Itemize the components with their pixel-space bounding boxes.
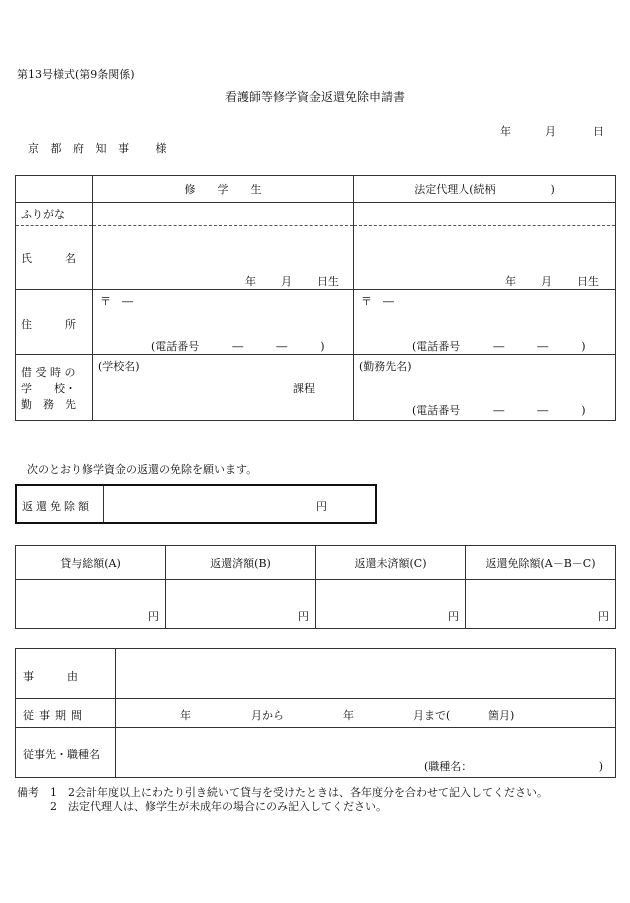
date-year-label: 年 [500,125,511,138]
period-label: 従事期間 [23,709,87,722]
workplace-label-3: 勤 務 先 [21,398,76,411]
total-loan-field[interactable] [16,580,166,629]
period-label-cell [16,699,116,728]
workplace-label-cell [16,355,93,421]
exemption-label: 返還免除額 [22,500,92,513]
guardian-name-field[interactable] [354,226,616,290]
student-address-field[interactable] [93,290,354,355]
reason-label-cell [16,649,116,699]
unpaid-field[interactable] [316,580,466,629]
period-field[interactable] [116,699,616,728]
amount-table [15,545,616,629]
guardian-birth-year: 年 [505,275,516,288]
work-phone: (電話番号 ― ― ) [412,404,586,417]
student-birth-year: 年 [245,275,256,288]
workplace-label-2: 学 校・ [21,382,76,395]
exemption-unit: 円 [316,500,327,513]
request-text: 次のとおり修学資金の返還の免除を願います。 [27,463,258,476]
name-label: 氏 名 [21,252,76,265]
period-year-until: 年 [343,709,354,722]
guardian-work-field[interactable] [354,355,616,421]
guardian-phone: (電話番号 ― ― ) [412,340,586,353]
date-month-label: 月 [545,125,556,138]
course-label: 課程 [293,382,315,395]
period-months: 箇月) [488,709,515,722]
reason-label: 事 由 [23,670,78,683]
repaid-field[interactable] [166,580,316,629]
address-label: 住 所 [21,318,76,331]
reason-table [15,648,616,778]
address-label-cell [16,290,93,355]
unit-b: 円 [298,610,309,623]
reason-field[interactable] [116,649,616,699]
student-name-field[interactable] [93,226,354,290]
exemption-box [15,484,377,524]
workplace-job-field[interactable] [116,728,616,778]
guardian-postal-mark: 〒 ― [361,295,394,308]
period-year-from: 年 [180,709,191,722]
notes-label: 備考 [17,786,39,799]
addressee: 京 都 府 知 事 様 [28,142,171,155]
header-exemption: 返還免除額(A－B－C) [466,546,616,580]
exemption-label-cell [17,486,104,522]
page-title: 看護師等修学資金返還免除申請書 [225,90,406,104]
period-month-from: 月から [251,709,284,722]
guardian-birth-day: 日生 [577,275,599,288]
header-total-loan: 貸与総額(A) [16,546,166,580]
guardian-birth-month: 月 [541,275,552,288]
exemption-amount-field[interactable] [104,486,375,522]
header-unpaid: 返還未済額(C) [316,546,466,580]
work-name-label: (勤務先名) [359,360,412,373]
exemption-calc-field[interactable] [466,580,616,629]
applicant-table [15,175,616,421]
header-repaid: 返還済額(B) [166,546,316,580]
workplace-label-1: 借 受 時 の [21,366,76,379]
note-2: 2 法定代理人は、修学生が未成年の場合にのみ記入してください。 [50,800,387,813]
workplace-job-label-cell [16,728,116,778]
col-guardian-header: 法定代理人(続柄 ) [354,176,616,203]
student-phone: (電話番号 ― ― ) [151,340,325,353]
header-label-blank [16,176,93,203]
furigana-label: ふりがな [16,203,93,226]
note-1: 1 2会計年度以上にわたり引き続いて貸与を受けたときは、各年度分を合わせて記入してください。 [50,786,548,799]
student-postal-mark: 〒 ― [100,295,133,308]
form-number: 第13号様式(第9条関係) [17,68,135,81]
guardian-furigana-field[interactable] [354,203,616,226]
unit-a: 円 [148,610,159,623]
col-student-header: 修 学 生 [93,176,354,203]
unit-d: 円 [598,610,609,623]
period-month-until: 月まで( [413,709,451,722]
name-label-cell [16,226,93,290]
student-birth-day: 日生 [317,275,339,288]
school-name-label: (学校名) [98,360,140,373]
workplace-job-label: 従事先・職種名 [23,748,100,761]
date-day-label: 日 [593,125,604,138]
job-type-label: (職種名： ) [424,760,604,773]
student-furigana-field[interactable] [93,203,354,226]
student-birth-month: 月 [281,275,292,288]
unit-c: 円 [448,610,459,623]
student-school-field[interactable] [93,355,354,421]
guardian-address-field[interactable] [354,290,616,355]
